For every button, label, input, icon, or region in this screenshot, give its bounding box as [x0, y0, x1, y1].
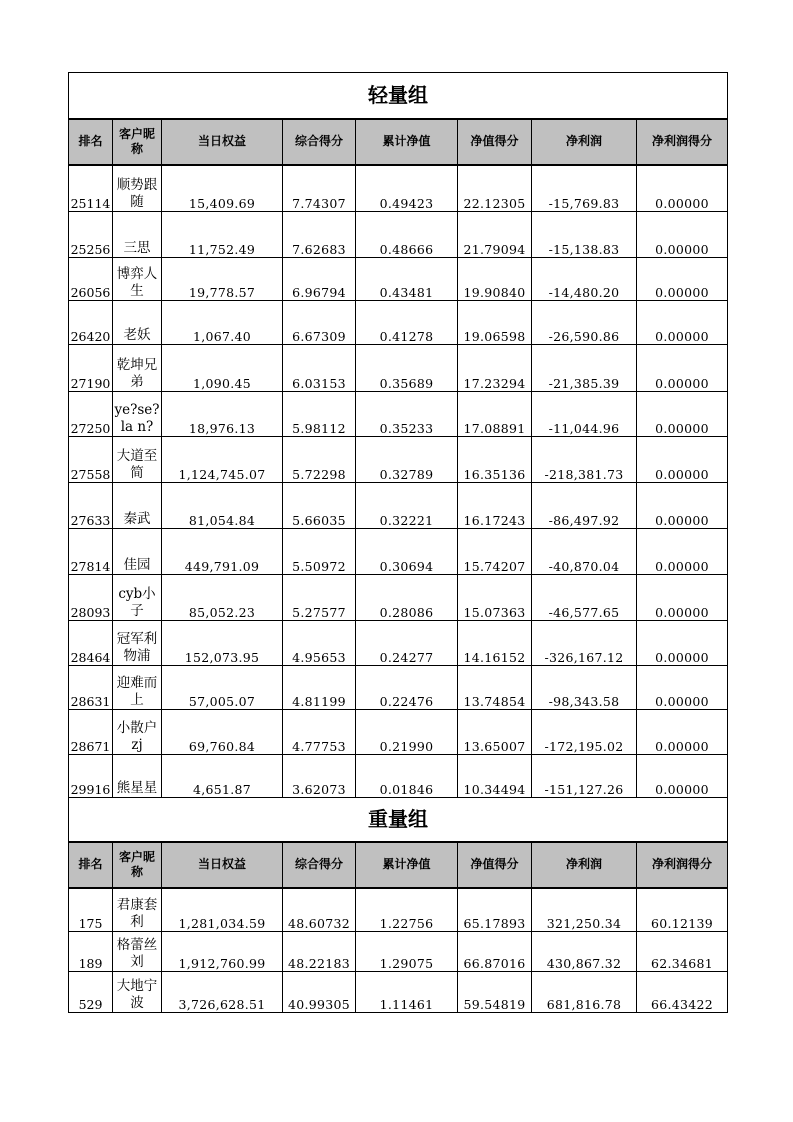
table-row [69, 345, 728, 392]
col-profit-score: 净利润得分 [637, 842, 728, 888]
profit-score-cell: 0.00000 [637, 437, 728, 483]
profit-score-cell: 0.00000 [637, 621, 728, 666]
score-cell: 4.77753 [283, 710, 356, 755]
table-row [69, 666, 728, 710]
score-cell: 6.67309 [283, 301, 356, 345]
profit-cell: -14,480.20 [532, 258, 637, 301]
nav-score-cell: 10.34494 [458, 755, 532, 798]
nickname-cell: 乾坤兄弟 [113, 345, 162, 392]
group-title: 轻量组 [69, 73, 728, 119]
profit-score-cell: 0.00000 [637, 165, 728, 212]
equity-cell: 18,976.13 [162, 392, 283, 437]
rank-cell: 28631 [69, 666, 113, 710]
nav-score-cell: 15.07363 [458, 575, 532, 621]
nav-cell: 0.30694 [356, 529, 458, 575]
nickname-cell: cyb小子 [113, 575, 162, 621]
score-cell: 6.96794 [283, 258, 356, 301]
col-score: 综合得分 [283, 842, 356, 888]
nav-score-cell: 13.65007 [458, 710, 532, 755]
nav-score-cell: 14.16152 [458, 621, 532, 666]
col-rank: 排名 [69, 842, 113, 888]
profit-cell: 321,250.34 [532, 888, 637, 932]
score-cell: 3.62073 [283, 755, 356, 798]
nav-cell: 0.49423 [356, 165, 458, 212]
rank-cell: 175 [69, 888, 113, 932]
equity-cell: 11,752.49 [162, 212, 283, 258]
profit-cell: -40,870.04 [532, 529, 637, 575]
profit-cell: 681,816.78 [532, 972, 637, 1013]
nav-cell: 0.41278 [356, 301, 458, 345]
table-row [69, 575, 728, 621]
equity-cell: 1,281,034.59 [162, 888, 283, 932]
table-row [69, 392, 728, 437]
equity-cell: 1,067.40 [162, 301, 283, 345]
profit-score-cell: 0.00000 [637, 301, 728, 345]
nickname-cell: 君康套利 [113, 888, 162, 932]
nav-cell: 0.22476 [356, 666, 458, 710]
rank-cell: 25256 [69, 212, 113, 258]
nickname-cell: 格蕾丝刘 [113, 932, 162, 972]
profit-cell: -46,577.65 [532, 575, 637, 621]
profit-cell: -15,138.83 [532, 212, 637, 258]
score-cell: 5.50972 [283, 529, 356, 575]
nickname-cell: 老妖 [113, 301, 162, 345]
group-title-row [69, 73, 728, 119]
nav-score-cell: 22.12305 [458, 165, 532, 212]
profit-cell: -21,385.39 [532, 345, 637, 392]
profit-cell: -98,343.58 [532, 666, 637, 710]
profit-score-cell: 0.00000 [637, 212, 728, 258]
nickname-cell: ye?se?la n? [113, 392, 162, 437]
table-row [69, 972, 728, 1013]
header-row [69, 119, 728, 165]
profit-score-cell: 0.00000 [637, 529, 728, 575]
profit-score-cell: 0.00000 [637, 666, 728, 710]
score-cell: 6.03153 [283, 345, 356, 392]
col-nav: 累计净值 [356, 119, 458, 165]
profit-cell: -172,195.02 [532, 710, 637, 755]
nav-cell: 0.01846 [356, 755, 458, 798]
profit-cell: -86,497.92 [532, 483, 637, 529]
table-row [69, 529, 728, 575]
group-title: 重量组 [69, 798, 728, 842]
group-title-row [69, 798, 728, 842]
nav-score-cell: 19.90840 [458, 258, 532, 301]
nav-cell: 0.43481 [356, 258, 458, 301]
nav-cell: 1.29075 [356, 932, 458, 972]
rank-cell: 27190 [69, 345, 113, 392]
table-row [69, 301, 728, 345]
equity-cell: 57,005.07 [162, 666, 283, 710]
score-cell: 5.66035 [283, 483, 356, 529]
nav-cell: 0.24277 [356, 621, 458, 666]
nav-cell: 0.35233 [356, 392, 458, 437]
nav-cell: 0.21990 [356, 710, 458, 755]
table-row [69, 755, 728, 798]
equity-cell: 1,090.45 [162, 345, 283, 392]
rank-cell: 27558 [69, 437, 113, 483]
col-nickname: 客户昵称 [113, 119, 162, 165]
profit-score-cell: 0.00000 [637, 710, 728, 755]
rank-cell: 189 [69, 932, 113, 972]
equity-cell: 15,409.69 [162, 165, 283, 212]
col-profit: 净利润 [532, 842, 637, 888]
nickname-cell: 大地宁波 [113, 972, 162, 1013]
col-profit-score: 净利润得分 [637, 119, 728, 165]
profit-score-cell: 0.00000 [637, 345, 728, 392]
score-cell: 48.60732 [283, 888, 356, 932]
equity-cell: 152,073.95 [162, 621, 283, 666]
col-equity: 当日权益 [162, 842, 283, 888]
nav-cell: 0.32221 [356, 483, 458, 529]
col-nav-score: 净值得分 [458, 842, 532, 888]
nickname-cell: 熊星星 [113, 755, 162, 798]
profit-cell: -26,590.86 [532, 301, 637, 345]
nickname-cell: 佳园 [113, 529, 162, 575]
score-cell: 7.62683 [283, 212, 356, 258]
profit-score-cell: 62.34681 [637, 932, 728, 972]
rank-cell: 29916 [69, 755, 113, 798]
table-row [69, 710, 728, 755]
profit-score-cell: 66.43422 [637, 972, 728, 1013]
nickname-cell: 迎难而上 [113, 666, 162, 710]
rank-cell: 28671 [69, 710, 113, 755]
nickname-cell: 冠军利物浦 [113, 621, 162, 666]
col-nav-score: 净值得分 [458, 119, 532, 165]
profit-cell: -11,044.96 [532, 392, 637, 437]
score-cell: 5.98112 [283, 392, 356, 437]
score-cell: 5.27577 [283, 575, 356, 621]
profit-score-cell: 0.00000 [637, 575, 728, 621]
header-row [69, 842, 728, 888]
ranking-table [68, 72, 728, 1013]
equity-cell: 1,124,745.07 [162, 437, 283, 483]
rank-cell: 28464 [69, 621, 113, 666]
score-cell: 48.22183 [283, 932, 356, 972]
col-nav: 累计净值 [356, 842, 458, 888]
profit-cell: -218,381.73 [532, 437, 637, 483]
table-row [69, 258, 728, 301]
nav-cell: 1.22756 [356, 888, 458, 932]
table-row [69, 932, 728, 972]
nav-cell: 0.35689 [356, 345, 458, 392]
nav-cell: 0.32789 [356, 437, 458, 483]
equity-cell: 1,912,760.99 [162, 932, 283, 972]
score-cell: 5.72298 [283, 437, 356, 483]
profit-score-cell: 0.00000 [637, 483, 728, 529]
nav-score-cell: 65.17893 [458, 888, 532, 932]
score-cell: 40.99305 [283, 972, 356, 1013]
table-row [69, 483, 728, 529]
score-cell: 4.95653 [283, 621, 356, 666]
profit-score-cell: 0.00000 [637, 392, 728, 437]
nav-score-cell: 13.74854 [458, 666, 532, 710]
rank-cell: 26056 [69, 258, 113, 301]
equity-cell: 449,791.09 [162, 529, 283, 575]
nav-score-cell: 16.35136 [458, 437, 532, 483]
nickname-cell: 大道至简 [113, 437, 162, 483]
nav-score-cell: 21.79094 [458, 212, 532, 258]
nav-score-cell: 17.23294 [458, 345, 532, 392]
equity-cell: 3,726,628.51 [162, 972, 283, 1013]
profit-score-cell: 0.00000 [637, 258, 728, 301]
profit-cell: 430,867.32 [532, 932, 637, 972]
nav-score-cell: 19.06598 [458, 301, 532, 345]
nav-cell: 0.28086 [356, 575, 458, 621]
rank-cell: 27814 [69, 529, 113, 575]
nav-score-cell: 16.17243 [458, 483, 532, 529]
equity-cell: 85,052.23 [162, 575, 283, 621]
equity-cell: 19,778.57 [162, 258, 283, 301]
profit-cell: -151,127.26 [532, 755, 637, 798]
table-row [69, 437, 728, 483]
rank-cell: 25114 [69, 165, 113, 212]
profit-cell: -15,769.83 [532, 165, 637, 212]
profit-score-cell: 0.00000 [637, 755, 728, 798]
equity-cell: 4,651.87 [162, 755, 283, 798]
nickname-cell: 三思 [113, 212, 162, 258]
rank-cell: 28093 [69, 575, 113, 621]
col-profit: 净利润 [532, 119, 637, 165]
table-row [69, 165, 728, 212]
profit-score-cell: 60.12139 [637, 888, 728, 932]
score-cell: 4.81199 [283, 666, 356, 710]
rank-cell: 26420 [69, 301, 113, 345]
col-score: 综合得分 [283, 119, 356, 165]
profit-cell: -326,167.12 [532, 621, 637, 666]
nav-score-cell: 66.87016 [458, 932, 532, 972]
col-equity: 当日权益 [162, 119, 283, 165]
nav-score-cell: 59.54819 [458, 972, 532, 1013]
nickname-cell: 博弈人生 [113, 258, 162, 301]
rank-cell: 529 [69, 972, 113, 1013]
table-row [69, 888, 728, 932]
nav-score-cell: 15.74207 [458, 529, 532, 575]
rank-cell: 27250 [69, 392, 113, 437]
col-rank: 排名 [69, 119, 113, 165]
table-row [69, 212, 728, 258]
equity-cell: 81,054.84 [162, 483, 283, 529]
nickname-cell: 顺势跟随 [113, 165, 162, 212]
col-nickname: 客户昵称 [113, 842, 162, 888]
nav-cell: 1.11461 [356, 972, 458, 1013]
nickname-cell: 秦武 [113, 483, 162, 529]
nav-score-cell: 17.08891 [458, 392, 532, 437]
nickname-cell: 小散户zj [113, 710, 162, 755]
rank-cell: 27633 [69, 483, 113, 529]
score-cell: 7.74307 [283, 165, 356, 212]
equity-cell: 69,760.84 [162, 710, 283, 755]
nav-cell: 0.48666 [356, 212, 458, 258]
table-row [69, 621, 728, 666]
